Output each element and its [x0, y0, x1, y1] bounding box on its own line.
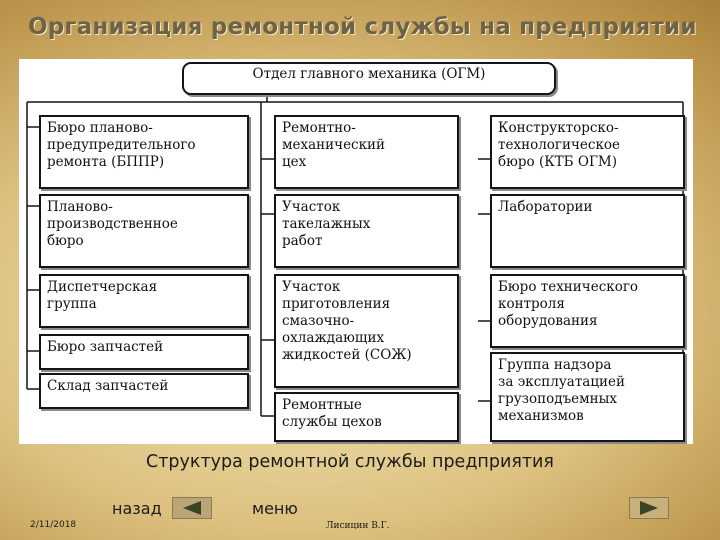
slide-date: 2/11/2018	[30, 520, 77, 530]
left-box-spare-parts-warehouse: Склад запчастей	[39, 373, 249, 409]
ogm-box: Отдел главного механика (ОГМ)	[182, 62, 556, 95]
right-box-lifting-supervision: Группа надзора за эксплуатацией грузоподъемных механизмов	[490, 352, 685, 442]
back-link[interactable]: назад	[112, 499, 162, 518]
right-box-quality-control: Бюро технического контроля оборудования	[490, 274, 685, 348]
next-slide-button[interactable]	[629, 497, 669, 519]
center-box-rigging: Участок такелажных работ	[274, 194, 459, 268]
diagram-caption: Структура ремонтной службы предприятия	[146, 452, 554, 472]
left-box-spare-parts-bureau: Бюро запчастей	[39, 334, 249, 370]
center-box-coolant: Участок приготовления смазочно- охлаждающих жидкостей (СОЖ)	[274, 274, 459, 388]
triangle-right-icon	[638, 501, 660, 515]
org-chart-diagram	[19, 59, 693, 444]
author-name: Лисицин В.Г.	[326, 521, 390, 531]
right-box-labs: Лаборатории	[490, 194, 685, 268]
center-box-repair-shop: Ремонтно- механический цех	[274, 115, 459, 189]
slide-title: Организация ремонтной службы на предприятии	[28, 14, 697, 40]
prev-slide-button[interactable]	[172, 497, 212, 519]
right-box-ktb: Конструкторско- технологическое бюро (КТБ ОГМ)	[490, 115, 685, 189]
left-box-planning-bureau: Планово- производственное бюро	[39, 194, 249, 268]
left-box-bppr: Бюро планово- предупредительного ремонта (БППР)	[39, 115, 249, 189]
triangle-left-icon	[181, 501, 203, 515]
left-box-dispatch: Диспетчерская группа	[39, 274, 249, 328]
menu-link[interactable]: меню	[252, 499, 298, 518]
center-box-shop-repair-services: Ремонтные службы цехов	[274, 392, 459, 442]
